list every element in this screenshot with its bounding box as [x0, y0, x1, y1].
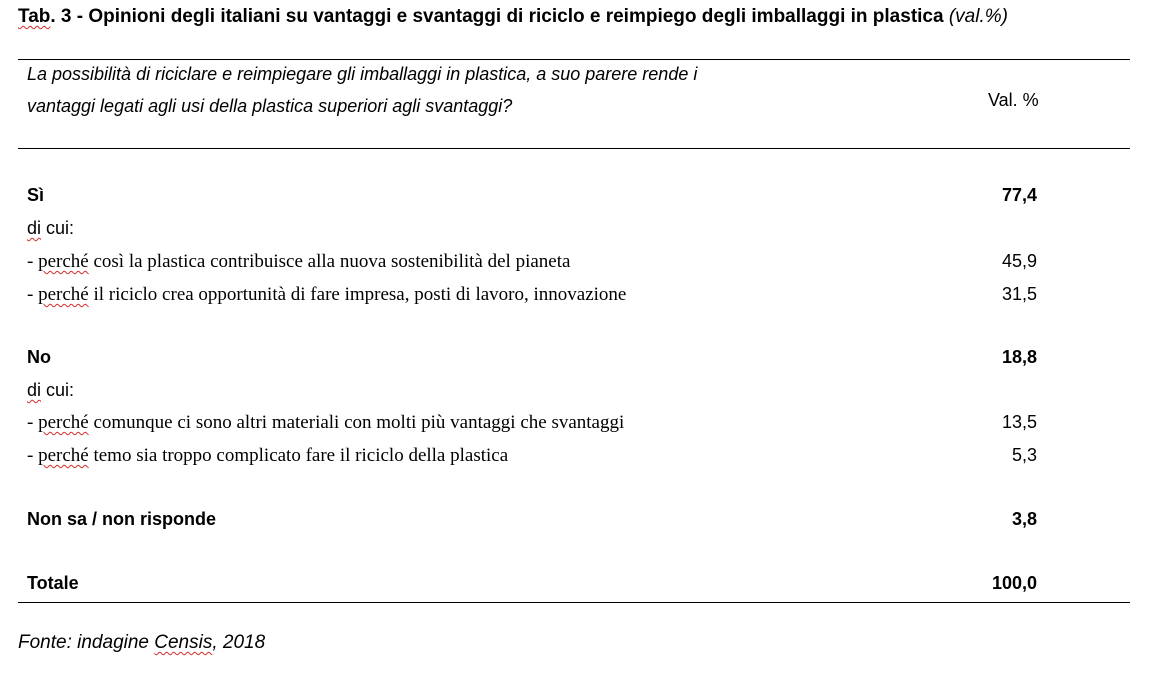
no-reason-2-dash: - — [27, 445, 39, 466]
source-note — [18, 632, 265, 654]
row-no-reason-1-value: 13,5 — [1001, 412, 1037, 432]
question-line-1: La possibilità di riciclare e reimpiegare gli imballaggi in plastica, a suo parere rende i — [27, 64, 698, 84]
row-totale-value: 100,0 — [991, 573, 1037, 593]
row-no-reason-2 — [27, 445, 508, 467]
row-nonsa-value: 3,8 — [1011, 509, 1037, 529]
no-reason-1-dash: - — [27, 412, 39, 433]
row-si-reason-2-value: 31,5 — [1001, 284, 1037, 304]
column-header-value: Val. % — [988, 90, 1039, 110]
row-si-reason-1 — [27, 251, 570, 273]
no-reason-1-text: comunque ci sono altri materiali con molti più vantaggi che svantaggi — [88, 412, 625, 433]
si-dicui-word: di — [27, 218, 42, 238]
source-prefix: Fonte: indagine — [18, 632, 155, 653]
si-reason-2-dash: - — [27, 284, 39, 305]
row-si-reason-1-value: 45,9 — [1001, 251, 1037, 271]
row-totale-label: Totale — [27, 573, 79, 593]
no-reason-2-word: perché — [38, 445, 89, 466]
si-reason-1-dash: - — [27, 251, 39, 272]
no-dicui-rest: cui: — [41, 380, 75, 400]
no-reason-1-word: perché — [38, 412, 89, 433]
bottom-rule — [18, 602, 1130, 603]
no-dicui-word: di — [27, 380, 42, 400]
row-no-reason-1 — [27, 412, 624, 434]
row-si-label: Sì — [27, 185, 45, 205]
row-no-dicui — [27, 380, 74, 401]
question-line-2: vantaggi legati agli usi della plastica superiori agli svantaggi? — [27, 96, 513, 116]
row-si-dicui — [27, 218, 74, 239]
table-title — [18, 6, 1008, 28]
row-si-value: 77,4 — [1001, 185, 1037, 205]
title-text: . 3 - Opinioni degli italiani su vantaggi e svantaggi di riciclo e reimpiego degli imballaggi in plastica — [50, 6, 949, 27]
si-reason-1-word: perché — [38, 251, 89, 272]
si-reason-1-text: così la plastica contribuisce alla nuova sostenibilità del pianeta — [88, 251, 571, 272]
no-reason-2-text: temo sia troppo complicato fare il riciclo della plastica — [88, 445, 509, 466]
row-nonsa-label: Non sa / non risponde — [27, 509, 217, 529]
row-no-label: No — [27, 347, 51, 367]
si-dicui-rest: cui: — [41, 218, 75, 238]
source-word: Censis — [154, 632, 213, 653]
header-rule — [18, 148, 1130, 149]
row-no-reason-2-value: 5,3 — [1011, 445, 1037, 465]
title-label-word: Tab — [18, 6, 51, 27]
title-unit: (val.%) — [948, 6, 1008, 27]
row-no-value: 18,8 — [1001, 347, 1037, 367]
si-reason-2-text: il riciclo crea opportunità di fare impresa, posti di lavoro, innovazione — [88, 284, 627, 305]
source-suffix: , 2018 — [212, 632, 266, 653]
row-si-reason-2 — [27, 284, 626, 306]
si-reason-2-word: perché — [38, 284, 89, 305]
